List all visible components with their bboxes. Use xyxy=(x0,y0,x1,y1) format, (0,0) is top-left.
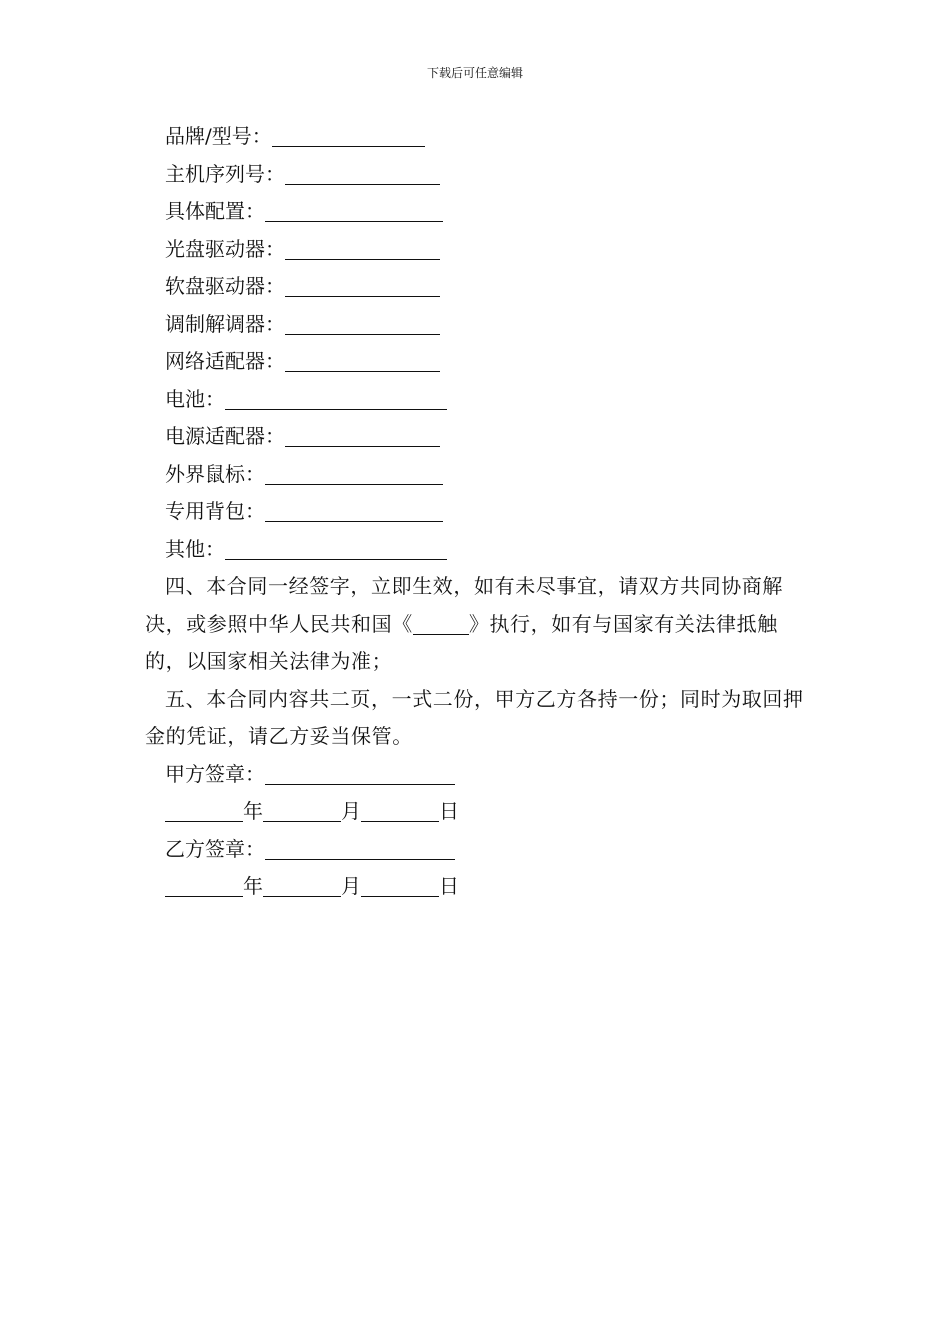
party-a-signature xyxy=(145,756,810,794)
date-day-label: 日 xyxy=(439,799,459,823)
date-month-label: 月 xyxy=(341,799,361,823)
field-configuration xyxy=(145,193,810,231)
field-label: 软盘驱动器： xyxy=(165,274,285,298)
field-label: 专用背包： xyxy=(165,499,265,523)
field-external-mouse xyxy=(145,456,810,494)
blank-line xyxy=(265,201,443,222)
clause-four xyxy=(145,568,810,681)
blank-line xyxy=(225,539,447,560)
field-label: 主机序列号： xyxy=(165,161,285,186)
field-network-adapter xyxy=(145,343,810,381)
field-carry-bag xyxy=(145,493,810,531)
party-a-date xyxy=(145,793,810,831)
blank-line xyxy=(285,276,440,297)
field-label: 具体配置： xyxy=(165,199,265,223)
blank-line xyxy=(263,876,341,897)
party-b-signature xyxy=(145,831,810,869)
blank-line xyxy=(272,126,425,147)
clause-four-text: 四、本合同一经签字，立即生效，如有未尽事宜，请双方共同协商解决，或参照中华人民共和国《 xyxy=(145,574,783,636)
field-label: 品牌/型号： xyxy=(165,124,272,148)
blank-line xyxy=(263,801,341,822)
blank-line xyxy=(361,876,439,897)
blank-line xyxy=(413,614,469,635)
party-b-date xyxy=(145,868,810,906)
field-label: 电池： xyxy=(165,386,225,411)
field-battery xyxy=(145,381,810,419)
blank-line xyxy=(265,464,443,485)
page-header: 下载后可任意编辑 xyxy=(426,66,523,80)
field-floppy-drive xyxy=(145,268,810,306)
blank-line xyxy=(165,876,243,897)
date-year-label: 年 xyxy=(243,874,263,898)
date-day-label: 日 xyxy=(439,874,459,898)
blank-line xyxy=(285,164,440,185)
field-other xyxy=(145,531,810,569)
field-label: 光盘驱动器： xyxy=(165,236,285,261)
signature-label: 甲方签章： xyxy=(165,761,265,786)
blank-line xyxy=(285,426,440,447)
date-month-label: 月 xyxy=(341,874,361,898)
blank-line xyxy=(285,314,440,335)
blank-line xyxy=(265,839,455,860)
field-power-adapter xyxy=(145,418,810,456)
blank-line xyxy=(165,801,243,822)
blank-line xyxy=(225,389,447,410)
date-year-label: 年 xyxy=(243,799,263,823)
field-optical-drive xyxy=(145,231,810,269)
field-modem xyxy=(145,306,810,344)
field-label: 调制解调器： xyxy=(165,311,285,336)
blank-line xyxy=(361,801,439,822)
clause-five: 五、本合同内容共二页，一式二份，甲方乙方各持一份；同时为取回押金的凭证，请乙方妥当保管。 xyxy=(145,686,804,748)
blank-line xyxy=(265,501,443,522)
signature-label: 乙方签章： xyxy=(165,836,265,861)
field-label: 网络适配器： xyxy=(165,349,285,373)
field-serial-number xyxy=(145,156,810,194)
field-label: 其他： xyxy=(165,536,225,561)
field-label: 外界鼠标： xyxy=(165,461,265,486)
contract-body xyxy=(145,118,810,906)
blank-line xyxy=(265,764,455,785)
clause-four-text-end: 》执行，如有与国家有关法律抵触的，以国家相关法律为准； xyxy=(145,611,778,673)
field-brand-model xyxy=(145,118,810,156)
blank-line xyxy=(285,239,440,260)
blank-line xyxy=(285,351,440,372)
field-label: 电源适配器： xyxy=(165,424,285,448)
